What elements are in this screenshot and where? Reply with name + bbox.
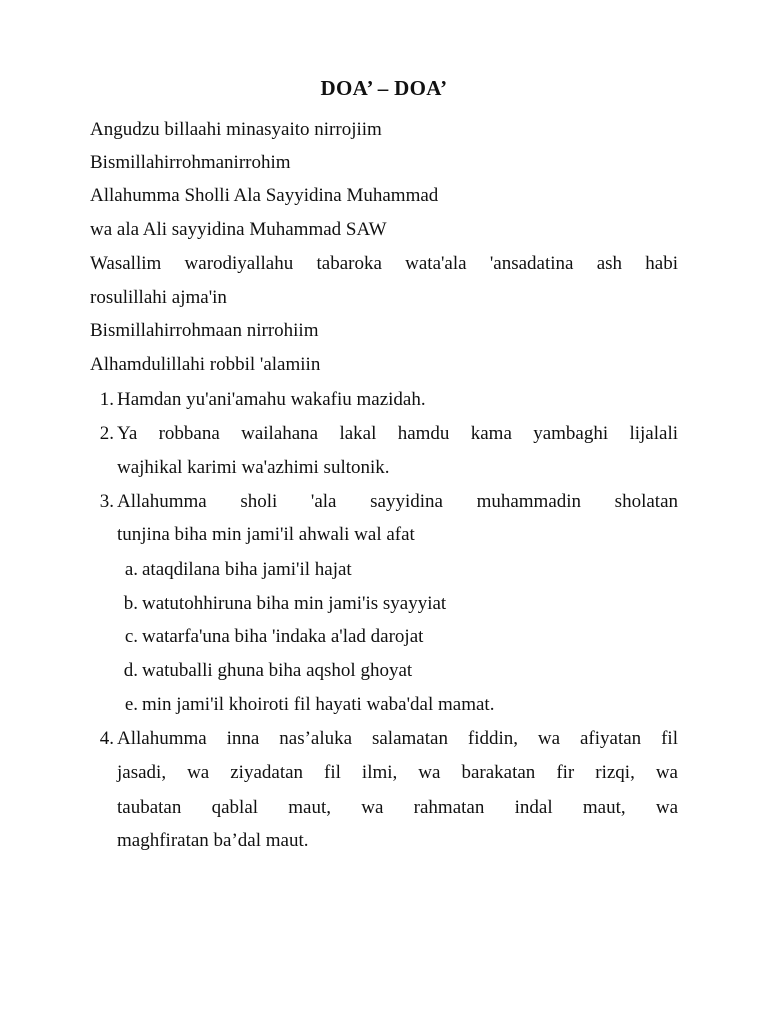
bismillah-line: Bismillahirrohmaan nirrohiim [90, 320, 319, 341]
intro-line-1: Angudzu billaahi minasyaito nirrojiim [90, 119, 382, 140]
list-item-2-line-1: Ya robbana wailahana lakal hamdu kama yambaghi lijalali [117, 423, 678, 444]
list-number-4: 4. [99, 728, 114, 749]
sublist-item-d: watuballi ghuna biha aqshol ghoyat [142, 660, 413, 681]
sublist-item-a: ataqdilana biha jami'il hajat [142, 559, 352, 580]
list-number-3: 3. [99, 491, 114, 512]
sublist-letter-e: e. [124, 694, 138, 715]
sublist-item-e: min jami'il khoiroti fil hayati waba'dal mamat. [142, 694, 495, 715]
list-item-3-line-1: Allahumma sholi 'ala sayyidina muhammadin sholatan [117, 491, 678, 512]
list-item-1-line-1: Hamdan yu'ani'amahu wakafiu mazidah. [117, 389, 426, 410]
alhamdulillah-line: Alhamdulillahi robbil 'alamiin [90, 354, 321, 375]
sublist-letter-b: b. [123, 593, 138, 614]
sublist-letter-d: d. [123, 660, 138, 681]
list-item-2-line-2: wajhikal karimi wa'azhimi sultonik. [117, 457, 390, 478]
list-item-4-line-4: maghfiratan ba’dal maut. [117, 830, 309, 851]
list-item-3-line-2: tunjina biha min jami'il ahwali wal afat [117, 524, 415, 545]
wasallim-line-2: rosulillahi ajma'in [90, 287, 227, 308]
wasallim-line-1: Wasallim warodiyallahu tabaroka wata'ala 'ansadatina ash habi [90, 253, 678, 274]
list-item-4-line-3: taubatan qablal maut, wa rahmatan indal maut, wa [117, 797, 678, 818]
sublist-letter-a: a. [124, 559, 138, 580]
sublist-letter-c: c. [124, 626, 138, 647]
sublist-item-c: watarfa'una biha 'indaka a'lad darojat [142, 626, 424, 647]
sublist-item-b: watutohhiruna biha min jami'is syayyiat [142, 593, 447, 614]
list-number-1: 1. [99, 389, 114, 410]
list-item-4-line-2: jasadi, wa ziyadatan fil ilmi, wa barakatan fir rizqi, wa [117, 762, 678, 783]
list-number-2: 2. [99, 423, 114, 444]
intro-line-4: wa ala Ali sayyidina Muhammad SAW [90, 219, 387, 240]
intro-line-2: Bismillahirrohmanirrohim [90, 152, 291, 173]
intro-line-3: Allahumma Sholli Ala Sayyidina Muhammad [90, 185, 439, 206]
page-title: DOA’ – DOA’ [320, 76, 448, 100]
list-item-4-line-1: Allahumma inna nas’aluka salamatan fiddin, wa afiyatan fil [117, 728, 678, 749]
